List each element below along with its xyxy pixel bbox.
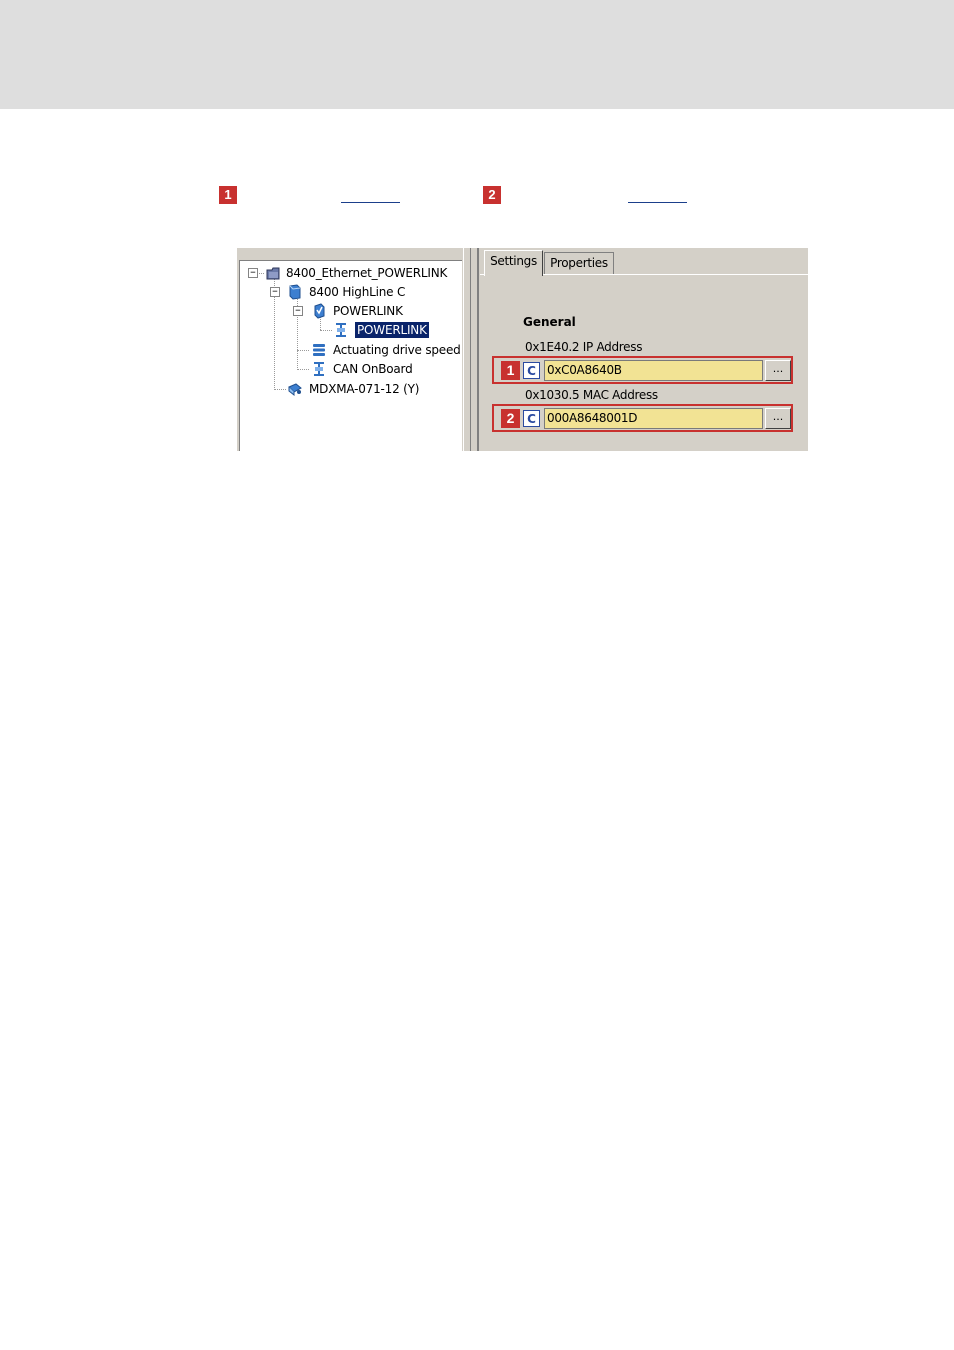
software-screenshot (237, 248, 808, 451)
section-title-general: General (523, 315, 576, 329)
ip-address-badge: 1 (501, 361, 520, 380)
tree-expander[interactable]: − (270, 287, 280, 297)
project-folder-icon (266, 265, 282, 281)
application-stack-icon (311, 342, 327, 358)
tree-item-controller[interactable]: 8400 HighLine C (309, 285, 406, 299)
legend-badge-2: 2 (483, 186, 501, 204)
network-interface-icon (333, 322, 349, 338)
mac-address-type-icon: C (523, 410, 540, 427)
tree-item-powerlink-interface[interactable]: POWERLINK (357, 323, 427, 337)
legend-link-1[interactable] (341, 202, 400, 203)
ip-address-caption: 0x1E40.2 IP Address (525, 340, 643, 354)
controller-device-icon (287, 284, 303, 300)
tree-connector (320, 330, 332, 331)
mac-address-badge: 2 (501, 409, 520, 428)
panel-border (477, 248, 479, 451)
tree-item-motor[interactable]: MDXMA-071-12 (Y) (309, 382, 420, 396)
module-icon (311, 303, 327, 319)
ip-address-browse-button[interactable]: ... (765, 360, 791, 381)
ip-address-input[interactable]: 0xC0A8640B (544, 360, 763, 381)
tab-properties[interactable]: Properties (544, 252, 614, 274)
tree-item-powerlink-module[interactable]: POWERLINK (333, 304, 403, 318)
tree-expander[interactable]: − (293, 306, 303, 316)
ip-address-type-icon: C (523, 362, 540, 379)
mac-address-caption: 0x1030.5 MAC Address (525, 388, 658, 402)
legend-badge-1: 1 (219, 186, 237, 204)
tree-item-application[interactable]: Actuating drive speed (333, 343, 461, 357)
page-header-band (0, 0, 954, 109)
can-interface-icon (311, 361, 327, 377)
project-tree (239, 260, 462, 451)
tab-settings[interactable]: Settings (484, 250, 543, 276)
tree-expander[interactable]: − (248, 268, 258, 278)
motor-icon (287, 381, 303, 397)
tree-connector (297, 350, 309, 351)
mac-address-browse-button[interactable]: ... (765, 408, 791, 429)
tree-item-can-onboard[interactable]: CAN OnBoard (333, 362, 413, 376)
legend-link-2[interactable] (628, 202, 687, 203)
tree-item-project[interactable]: 8400_Ethernet_POWERLINK (286, 266, 448, 280)
tree-connector (297, 369, 309, 370)
tree-connector (274, 389, 286, 390)
panel-splitter[interactable] (463, 248, 471, 451)
mac-address-input[interactable]: 000A8648001D (544, 408, 763, 429)
